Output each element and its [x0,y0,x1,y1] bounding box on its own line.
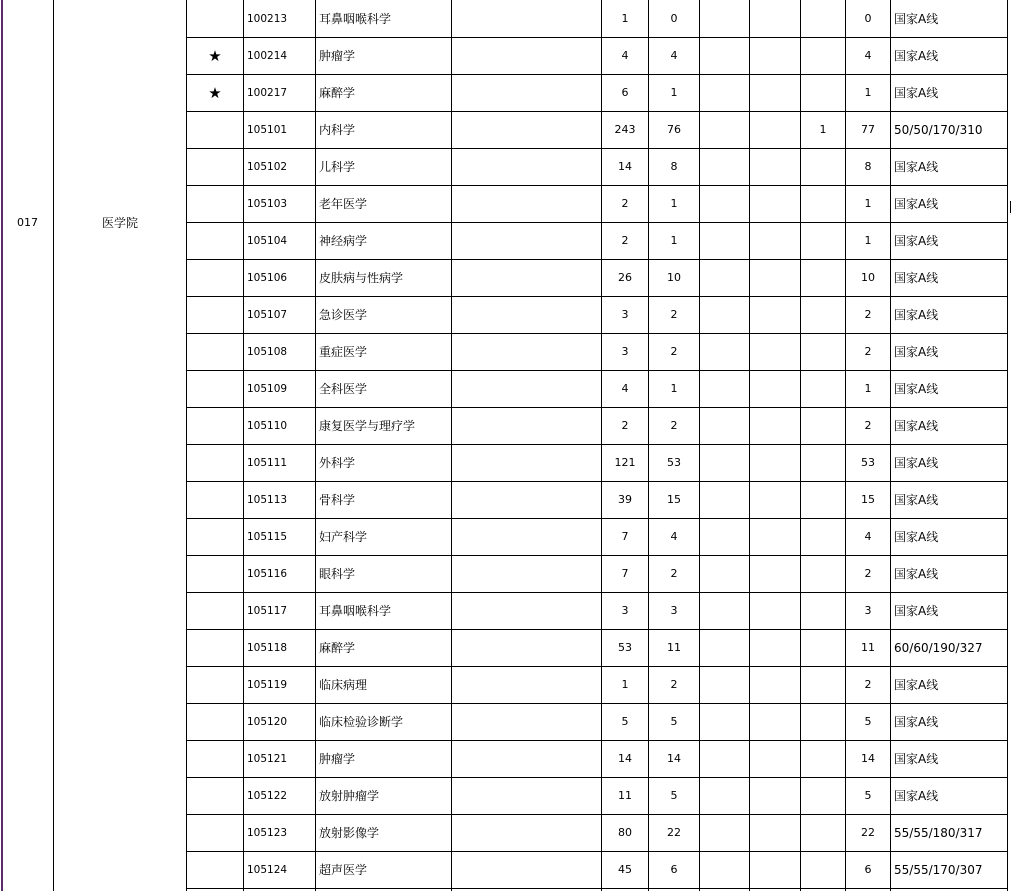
total-count: 2 [864,308,872,321]
admit-count: 11 [667,641,681,654]
admit-count: 1 [670,197,678,210]
extra-col-2 [750,185,800,222]
extra-col-3 [801,444,845,481]
major-code: 105118 [247,641,288,654]
admit-count: 5 [670,715,678,728]
major-code: 105113 [247,493,288,506]
admit-count: 3 [670,604,678,617]
extra-col-2 [750,444,800,481]
score-line: 国家A线 [894,567,939,581]
major-name: 康复医学与理疗学 [319,419,416,433]
extra-col-3 [801,851,845,888]
applicant-count: 3 [621,308,629,321]
total-count: 1 [864,197,872,210]
extra-col-1 [700,37,749,74]
extra-col-1 [700,111,749,148]
extra-col-1 [700,148,749,185]
extra-col-2 [750,296,800,333]
extra-col-3 [801,148,845,185]
major-name: 临床检验诊断学 [319,715,404,729]
extra-col-3 [801,407,845,444]
star-marker [187,814,243,851]
applicant-count: 3 [621,345,629,358]
major-name: 麻醉学 [319,641,356,655]
major-name: 肿瘤学 [319,49,356,63]
extra-col-2 [750,851,800,888]
major-name: 外科学 [319,456,356,470]
extra-col-3 [801,518,845,555]
total-count: 0 [864,12,872,25]
department-name: 医学院 [101,216,138,230]
score-line: 国家A线 [894,752,939,766]
score-line: 国家A线 [894,345,939,359]
major-name: 眼科学 [319,567,356,581]
total-count: 5 [864,715,872,728]
extra-col-2 [750,407,800,444]
score-line: 50/50/170/310 [894,122,983,137]
admit-count: 2 [670,345,678,358]
extra-col-2 [750,629,800,666]
extra-col-3 [801,74,845,111]
extra-col-3 [801,296,845,333]
star-marker [187,629,243,666]
total-count: 22 [861,826,875,839]
applicant-count: 2 [621,234,629,247]
star-marker [187,148,243,185]
extra-col-3: 1 [819,123,827,136]
score-line: 国家A线 [894,12,939,26]
total-count: 4 [864,530,872,543]
total-count: 77 [861,123,875,136]
score-line: 国家A线 [894,86,939,100]
admit-count: 5 [670,789,678,802]
major-name: 全科医学 [319,382,368,396]
star-marker [187,740,243,777]
admit-count: 0 [670,12,678,25]
star-marker: ★ [208,83,222,102]
major-code: 105120 [247,715,288,728]
total-count: 11 [861,641,875,654]
extra-col-1 [700,777,749,814]
applicant-count: 26 [618,271,632,284]
extra-col-3 [801,222,845,259]
extra-col-3 [801,740,845,777]
admit-count: 22 [667,826,681,839]
major-code: 105124 [247,863,288,876]
star-marker [187,666,243,703]
applicant-count: 1 [621,678,629,691]
total-count: 1 [864,86,872,99]
total-count: 10 [861,271,875,284]
extra-col-3 [801,777,845,814]
major-name: 耳鼻咽喉科学 [319,604,392,618]
applicant-count: 7 [621,530,629,543]
extra-col-3 [801,259,845,296]
total-count: 4 [864,49,872,62]
applicant-count: 14 [618,160,632,173]
admit-count: 2 [670,678,678,691]
applicant-count: 3 [621,604,629,617]
major-name: 超声医学 [319,863,368,877]
total-count: 5 [864,789,872,802]
applicant-count: 14 [618,752,632,765]
extra-col-1 [700,814,749,851]
extra-col-1 [700,370,749,407]
extra-col-3 [801,814,845,851]
major-name: 老年医学 [319,197,368,211]
major-name: 骨科学 [319,493,356,507]
score-line: 国家A线 [894,234,939,248]
major-name: 放射肿瘤学 [319,789,380,803]
extra-col-2 [750,666,800,703]
major-name: 妇产科学 [319,530,368,544]
star-marker [187,703,243,740]
extra-col-1 [700,222,749,259]
extra-col-3 [801,370,845,407]
applicant-count: 45 [618,863,632,876]
score-line: 60/60/190/327 [894,640,983,655]
admit-count: 4 [670,49,678,62]
applicant-count: 80 [618,826,632,839]
score-line: 国家A线 [894,308,939,322]
major-name: 肿瘤学 [319,752,356,766]
admit-count: 1 [670,382,678,395]
applicant-count: 6 [621,86,629,99]
score-line: 国家A线 [894,493,939,507]
extra-col-1 [700,333,749,370]
extra-col-2 [750,703,800,740]
extra-col-1 [700,259,749,296]
extra-col-1 [700,518,749,555]
applicant-count: 4 [621,382,629,395]
extra-col-2 [750,0,800,37]
star-marker [187,518,243,555]
major-code: 105119 [247,678,288,691]
score-line: 国家A线 [894,382,939,396]
score-line: 国家A线 [894,789,939,803]
extra-col-1 [700,703,749,740]
major-name: 重症医学 [319,345,368,359]
total-count: 1 [864,234,872,247]
admit-count: 1 [670,234,678,247]
score-line: 国家A线 [894,197,939,211]
extra-col-2 [750,74,800,111]
score-line: 国家A线 [894,160,939,174]
major-code: 105107 [247,308,288,321]
applicant-count: 4 [621,49,629,62]
total-count: 15 [861,493,875,506]
major-code: 105111 [247,456,288,469]
extra-col-1 [700,185,749,222]
major-code: 105102 [247,160,288,173]
total-count: 2 [864,345,872,358]
score-line: 国家A线 [894,604,939,618]
extra-col-3 [801,37,845,74]
admit-count: 6 [670,863,678,876]
extra-col-2 [750,37,800,74]
score-line: 国家A线 [894,271,939,285]
star-marker [187,370,243,407]
total-count: 3 [864,604,872,617]
major-code: 105106 [247,271,288,284]
score-line: 国家A线 [894,419,939,433]
extra-col-2 [750,555,800,592]
star-marker [187,481,243,518]
admit-count: 2 [670,308,678,321]
major-code: 105122 [247,789,288,802]
extra-col-2 [750,740,800,777]
extra-col-3 [801,333,845,370]
score-line: 国家A线 [894,49,939,63]
star-marker [187,777,243,814]
extra-col-1 [700,555,749,592]
extra-col-2 [750,222,800,259]
extra-col-1 [700,296,749,333]
applicant-count: 5 [621,715,629,728]
extra-col-3 [801,592,845,629]
extra-col-2 [750,814,800,851]
star-marker: ★ [208,46,222,65]
major-code: 105115 [247,530,288,543]
applicant-count: 2 [621,197,629,210]
star-marker [187,555,243,592]
major-name: 内科学 [319,123,356,137]
extra-col-1 [700,481,749,518]
star-marker [187,222,243,259]
total-count: 6 [864,863,872,876]
score-line: 55/55/170/307 [894,862,983,877]
star-marker [187,851,243,888]
major-name: 临床病理 [319,678,368,692]
admit-count: 15 [667,493,681,506]
extra-col-2 [750,518,800,555]
extra-col-1 [700,851,749,888]
total-count: 8 [864,160,872,173]
major-code: 105108 [247,345,288,358]
total-count: 2 [864,678,872,691]
extra-col-1 [700,444,749,481]
star-marker [187,0,243,37]
extra-col-3 [801,185,845,222]
column-divider [1007,0,1008,891]
major-code: 105117 [247,604,288,617]
applicant-count: 1 [621,12,629,25]
score-line: 国家A线 [894,530,939,544]
admit-count: 4 [670,530,678,543]
extra-col-2 [750,481,800,518]
applicant-count: 11 [618,789,632,802]
extra-col-2 [750,370,800,407]
extra-col-2 [750,148,800,185]
extra-col-3 [801,629,845,666]
major-code: 100214 [247,49,288,62]
star-marker [187,259,243,296]
admit-count: 2 [670,567,678,580]
major-code: 105101 [247,123,288,136]
major-name: 神经病学 [319,234,368,248]
extra-col-1 [700,407,749,444]
score-line: 国家A线 [894,715,939,729]
applicant-count: 121 [614,456,636,469]
major-name: 耳鼻咽喉科学 [319,12,392,26]
extra-col-2 [750,777,800,814]
extra-col-1 [700,0,749,37]
major-code: 105116 [247,567,288,580]
extra-col-2 [750,333,800,370]
column-divider [451,0,452,891]
score-line: 55/55/180/317 [894,825,983,840]
star-marker [187,407,243,444]
major-code: 100217 [247,86,288,99]
row-divider [186,888,1008,889]
admit-count: 76 [667,123,681,136]
major-code: 105123 [247,826,288,839]
star-marker [187,444,243,481]
major-name: 放射影像学 [319,826,380,840]
applicant-count: 7 [621,567,629,580]
major-name: 皮肤病与性病学 [319,271,404,285]
extra-col-1 [700,740,749,777]
extra-col-1 [700,74,749,111]
extra-col-1 [700,592,749,629]
admit-count: 1 [670,86,678,99]
star-marker [187,185,243,222]
admit-count: 10 [667,271,681,284]
admit-count: 8 [670,160,678,173]
total-count: 2 [864,567,872,580]
applicant-count: 39 [618,493,632,506]
total-count: 1 [864,382,872,395]
extra-col-1 [700,666,749,703]
department-code: 017 [17,216,38,229]
extra-col-3 [801,555,845,592]
total-count: 14 [861,752,875,765]
star-marker [187,592,243,629]
major-code: 100213 [247,12,288,25]
star-marker [187,333,243,370]
major-code: 105104 [247,234,288,247]
score-line: 国家A线 [894,678,939,692]
star-marker [187,111,243,148]
total-count: 53 [861,456,875,469]
admit-count: 2 [670,419,678,432]
score-line: 国家A线 [894,456,939,470]
extra-col-2 [750,111,800,148]
applicant-count: 2 [621,419,629,432]
major-name: 急诊医学 [319,308,368,322]
major-code: 105121 [247,752,288,765]
admit-count: 14 [667,752,681,765]
applicant-count: 243 [614,123,636,136]
total-count: 2 [864,419,872,432]
major-name: 儿科学 [319,160,356,174]
extra-col-2 [750,259,800,296]
star-marker [187,296,243,333]
major-name: 麻醉学 [319,86,356,100]
admit-count: 53 [667,456,681,469]
extra-col-3 [801,703,845,740]
extra-col-3 [801,0,845,37]
extra-col-3 [801,481,845,518]
extra-col-1 [700,629,749,666]
major-code: 105109 [247,382,288,395]
applicant-count: 53 [618,641,632,654]
major-code: 105110 [247,419,288,432]
extra-col-3 [801,666,845,703]
major-code: 105103 [247,197,288,210]
extra-col-2 [750,592,800,629]
